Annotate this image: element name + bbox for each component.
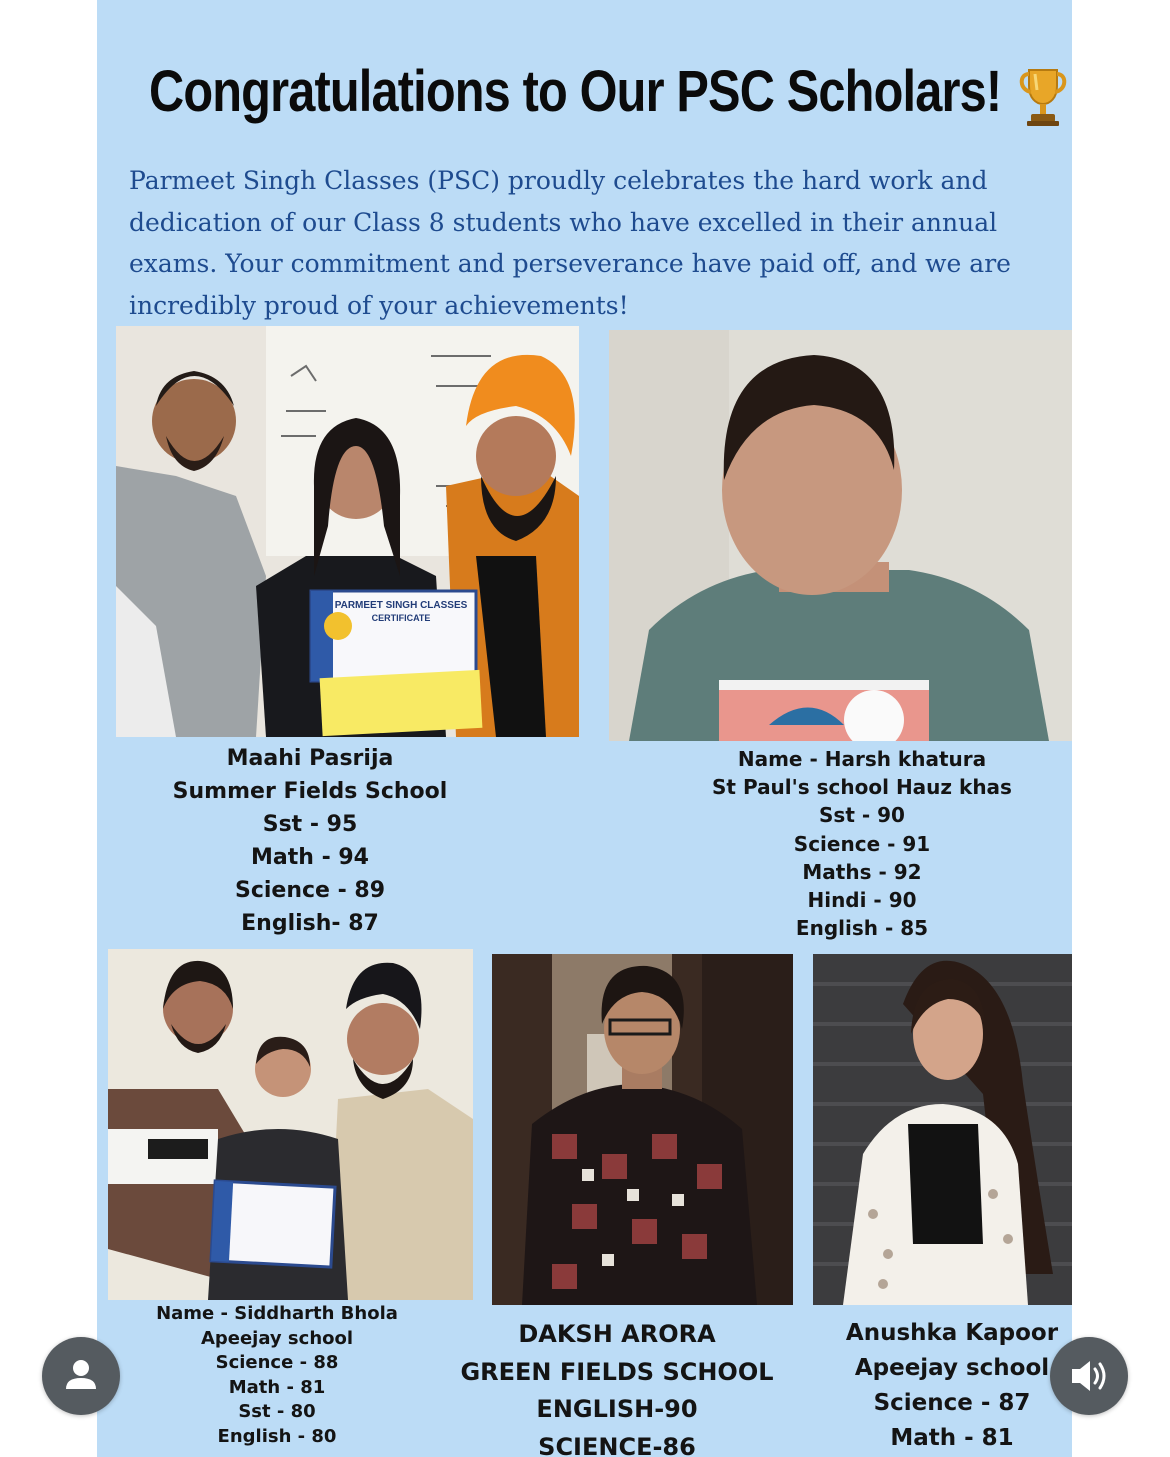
caption-line: SCIENCE-86	[538, 1432, 696, 1457]
student-photo-harsh	[609, 330, 1072, 741]
caption-line: St Paul's school Hauz khas	[712, 775, 1012, 800]
caption-line: Maths - 92	[802, 859, 922, 884]
intro-paragraph: Parmeet Singh Classes (PSC) proudly celebrates the hard work and dedication of our Class 8 students who have excelled in their annual exams. Your commitment and perseverance have paid off, and we are incredibly proud of your achievements!	[129, 166, 1011, 320]
caption-line: Science - 88	[215, 1352, 339, 1374]
tagged-users-button[interactable]	[42, 1337, 120, 1415]
caption-daksh	[452, 1316, 782, 1457]
scholar-poster	[97, 0, 1072, 1457]
student-photo-maahi	[116, 326, 579, 737]
student-photo-siddharth	[108, 949, 473, 1300]
caption-line: Science - 91	[793, 831, 931, 856]
caption-line: Math - 81	[228, 1376, 326, 1398]
caption-anushka	[827, 1316, 1072, 1456]
caption-maahi	[170, 742, 450, 940]
certificate-title: PARMEET SINGH CLASSES	[334, 600, 468, 611]
caption-harsh	[687, 745, 1037, 942]
student-photo-anushka	[813, 954, 1072, 1305]
caption-line: Anushka Kapoor	[845, 1320, 1059, 1346]
caption-line: Apeejay school	[854, 1355, 1050, 1381]
caption-line: English - 80	[217, 1425, 337, 1447]
caption-line: Science - 87	[873, 1390, 1031, 1416]
speaker-icon	[1050, 1337, 1128, 1415]
caption-line: Sst - 95	[262, 812, 358, 837]
caption-siddharth	[152, 1302, 402, 1450]
caption-line: Sst - 80	[238, 1401, 316, 1423]
caption-line: Apeejay school	[200, 1327, 354, 1349]
caption-line: Sst - 90	[819, 803, 905, 828]
caption-line: Math - 94	[251, 845, 369, 870]
caption-line: English - 85	[795, 916, 929, 941]
trophy-icon	[1015, 64, 1071, 128]
caption-line: Summer Fields School	[172, 779, 448, 804]
poster-headline: Congratulations to Our PSC Scholars!	[149, 59, 1002, 124]
student-photo-daksh	[492, 954, 793, 1305]
audio-toggle-button[interactable]	[1050, 1337, 1128, 1415]
certificate-subtitle: CERTIFICATE	[371, 613, 431, 623]
caption-line: Science - 89	[234, 878, 386, 903]
caption-line: Hindi - 90	[807, 888, 917, 913]
user-icon	[42, 1337, 120, 1415]
caption-line: Math - 81	[890, 1425, 1014, 1451]
caption-line: GREEN FIELDS SCHOOL	[460, 1357, 774, 1386]
caption-line: English- 87	[241, 911, 379, 936]
caption-line: Name - Siddharth Bhola	[156, 1303, 398, 1324]
caption-line: DAKSH ARORA	[518, 1320, 716, 1348]
caption-line: Maahi Pasrija	[226, 746, 394, 771]
caption-line: ENGLISH-90	[536, 1395, 698, 1424]
caption-line: Name - Harsh khatura	[737, 747, 987, 771]
